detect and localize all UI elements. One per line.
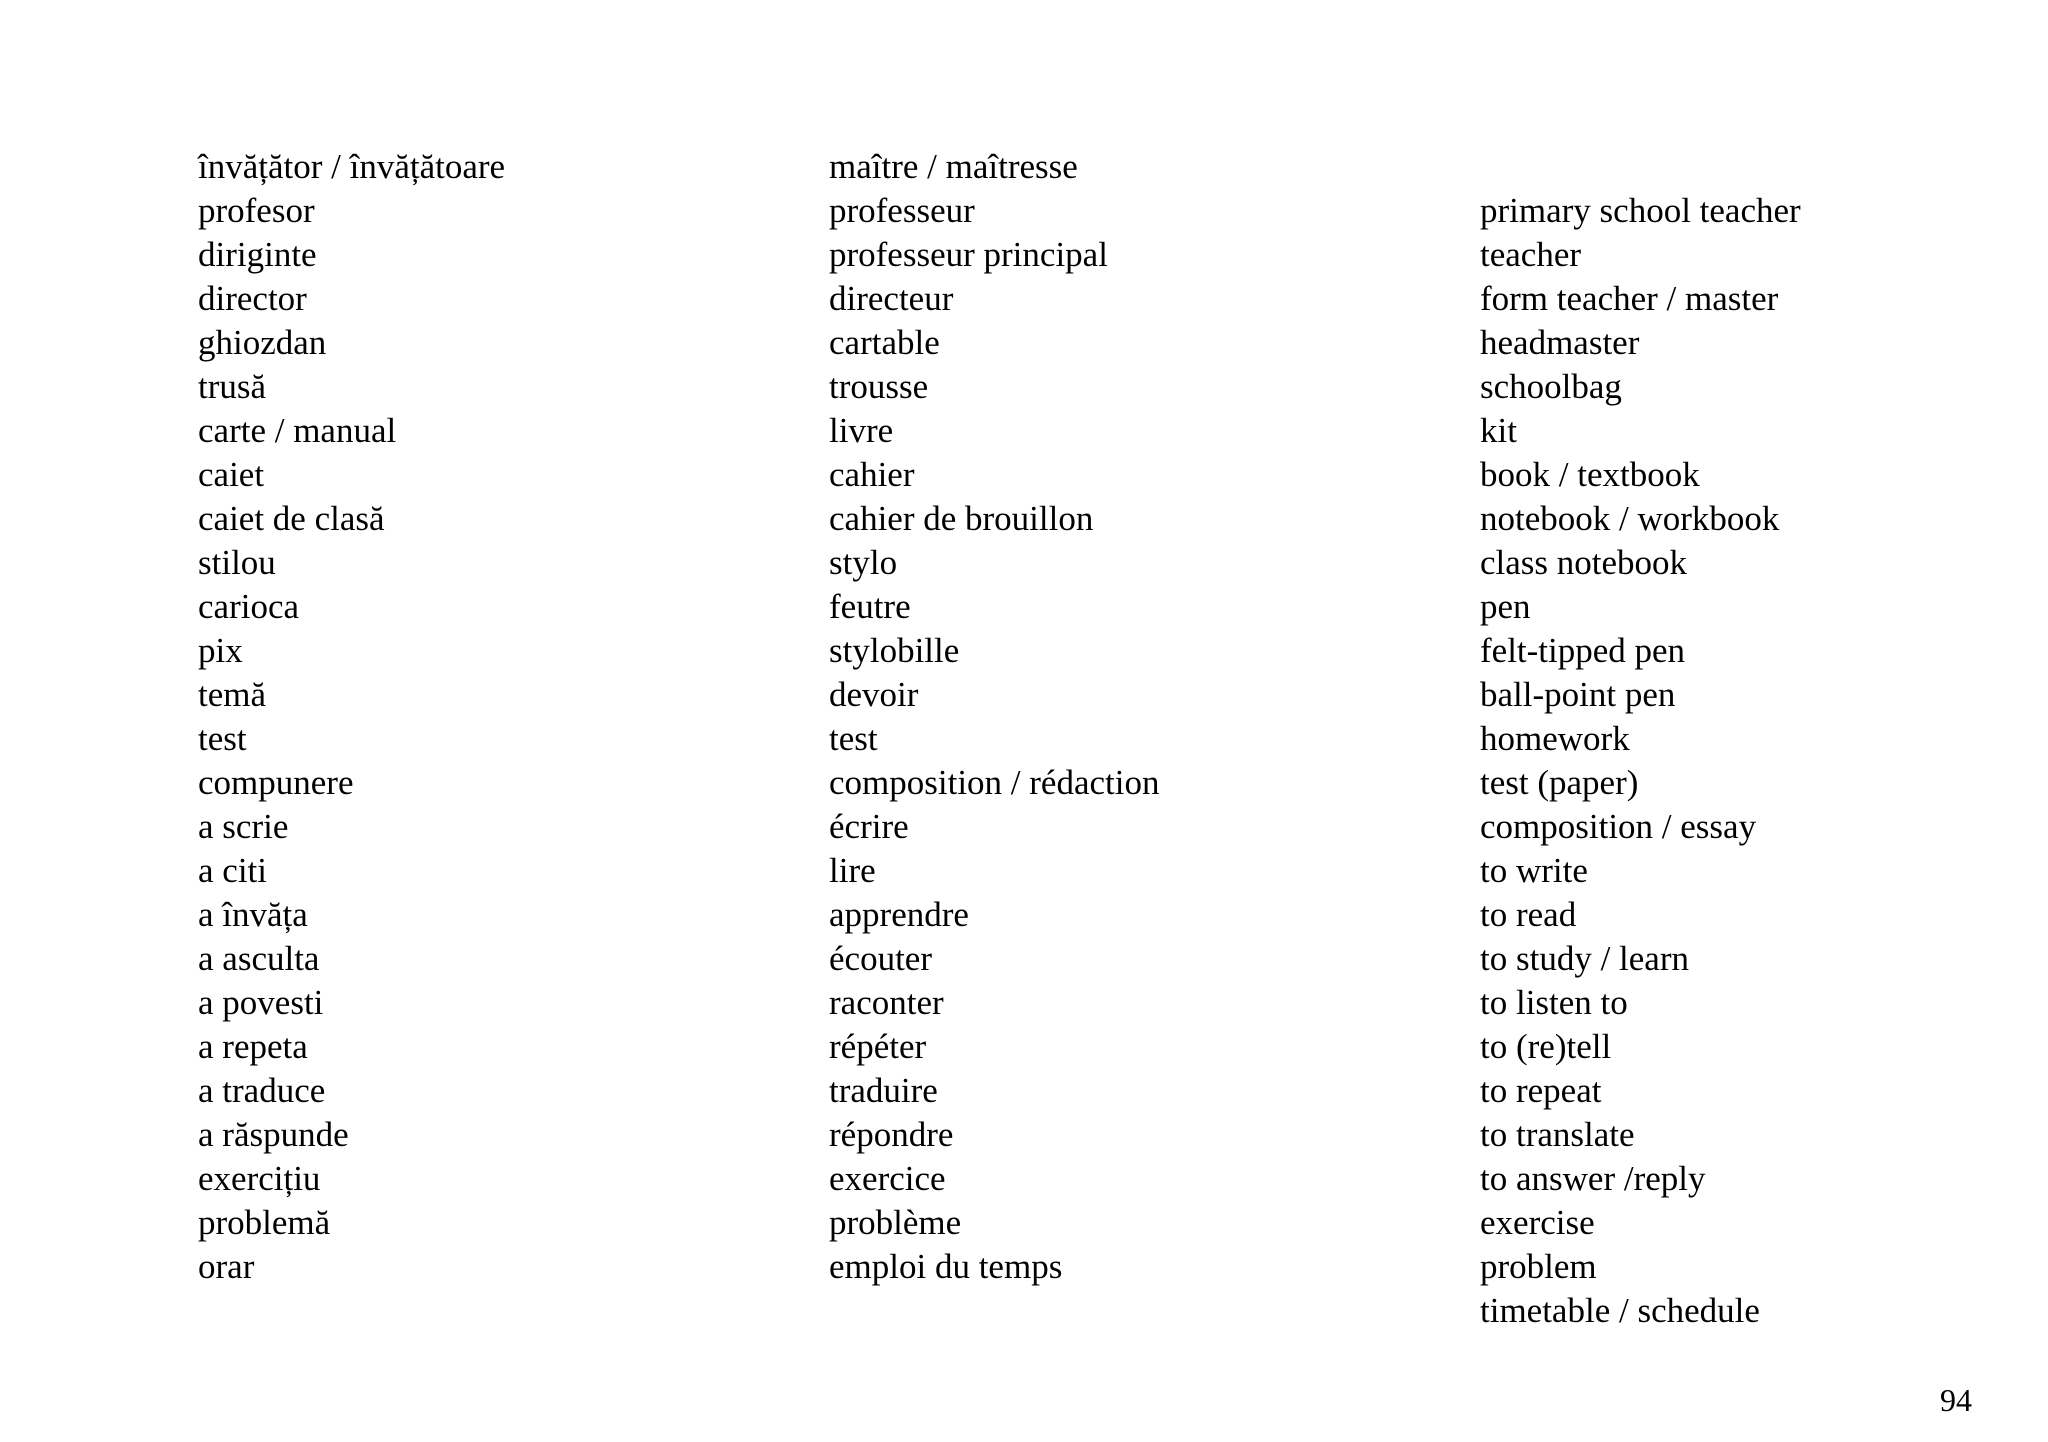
romanian-term: carte / manual [198, 411, 397, 450]
french-term: feutre [829, 587, 911, 626]
romanian-column [198, 145, 505, 1289]
page-number: 94 [1940, 1382, 1972, 1418]
romanian-term: a asculta [198, 939, 320, 978]
romanian-term: învățător / învățătoare [198, 147, 506, 186]
english-term: to translate [1480, 1115, 1635, 1154]
romanian-term: stilou [198, 543, 276, 582]
romanian-term: exercițiu [198, 1159, 321, 1198]
english-term: kit [1480, 411, 1517, 450]
french-term: répéter [829, 1027, 927, 1066]
english-term: test (paper) [1480, 763, 1639, 802]
english-term: to repeat [1480, 1071, 1602, 1110]
french-term: devoir [829, 675, 919, 714]
french-term: traduire [829, 1071, 938, 1110]
english-term: book / textbook [1480, 455, 1700, 494]
english-term: teacher [1480, 235, 1582, 274]
romanian-term: director [198, 279, 307, 318]
romanian-term: ghiozdan [198, 323, 327, 362]
french-column [829, 145, 1159, 1289]
english-term: to listen to [1480, 983, 1628, 1022]
french-term: emploi du temps [829, 1247, 1063, 1286]
english-term: homework [1480, 719, 1630, 758]
romanian-term: carioca [198, 587, 300, 626]
english-term: form teacher / master [1480, 279, 1779, 318]
french-term: directeur [829, 279, 954, 318]
french-term: cahier de brouillon [829, 499, 1094, 538]
romanian-term: pix [198, 631, 243, 670]
french-term: professeur principal [829, 235, 1108, 274]
romanian-term: caiet [198, 455, 265, 494]
english-term: felt-tipped pen [1480, 631, 1686, 670]
romanian-term: profesor [198, 191, 315, 230]
english-term: to write [1480, 851, 1588, 890]
romanian-term: test [198, 719, 247, 758]
english-term: notebook / workbook [1480, 499, 1780, 538]
french-term: lire [829, 851, 876, 890]
english-term: composition / essay [1480, 807, 1757, 846]
french-term: cartable [829, 323, 940, 362]
english-term: to answer /reply [1480, 1159, 1706, 1198]
english-term: timetable / schedule [1480, 1291, 1760, 1330]
french-term: stylobille [829, 631, 960, 670]
english-term: exercise [1480, 1203, 1595, 1242]
french-term: test [829, 719, 878, 758]
romanian-term: problemă [198, 1203, 331, 1242]
romanian-term: compunere [198, 763, 354, 802]
french-term: livre [829, 411, 894, 450]
english-term: to (re)tell [1480, 1027, 1612, 1066]
english-term: class notebook [1480, 543, 1688, 582]
romanian-term: a răspunde [198, 1115, 349, 1154]
english-term: schoolbag [1480, 367, 1622, 406]
french-term: professeur [829, 191, 975, 230]
romanian-term: a scrie [198, 807, 289, 846]
english-term: to study / learn [1480, 939, 1689, 978]
english-term: pen [1480, 587, 1531, 626]
french-term: écouter [829, 939, 932, 978]
english-term: headmaster [1480, 323, 1640, 362]
french-term: apprendre [829, 895, 969, 934]
english-column [1480, 189, 1801, 1333]
romanian-term: caiet de clasă [198, 499, 385, 538]
romanian-term: a traduce [198, 1071, 326, 1110]
french-term: maître / maîtresse [829, 147, 1078, 186]
french-term: cahier [829, 455, 915, 494]
french-term: stylo [829, 543, 898, 582]
romanian-term: temă [198, 675, 267, 714]
french-term: raconter [829, 983, 944, 1022]
english-term: problem [1480, 1247, 1597, 1286]
romanian-term: a repeta [198, 1027, 308, 1066]
french-term: composition / rédaction [829, 763, 1160, 802]
romanian-term: trusă [198, 367, 267, 406]
french-term: trousse [829, 367, 929, 406]
english-term: to read [1480, 895, 1577, 934]
romanian-term: a citi [198, 851, 267, 890]
english-term: ball-point pen [1480, 675, 1676, 714]
romanian-term: diriginte [198, 235, 317, 274]
romanian-term: orar [198, 1247, 255, 1286]
french-term: problème [829, 1203, 962, 1242]
french-term: écrire [829, 807, 909, 846]
french-term: exercice [829, 1159, 946, 1198]
romanian-term: a povesti [198, 983, 324, 1022]
english-term: primary school teacher [1480, 191, 1801, 230]
french-term: répondre [829, 1115, 954, 1154]
romanian-term: a învăța [198, 895, 308, 934]
